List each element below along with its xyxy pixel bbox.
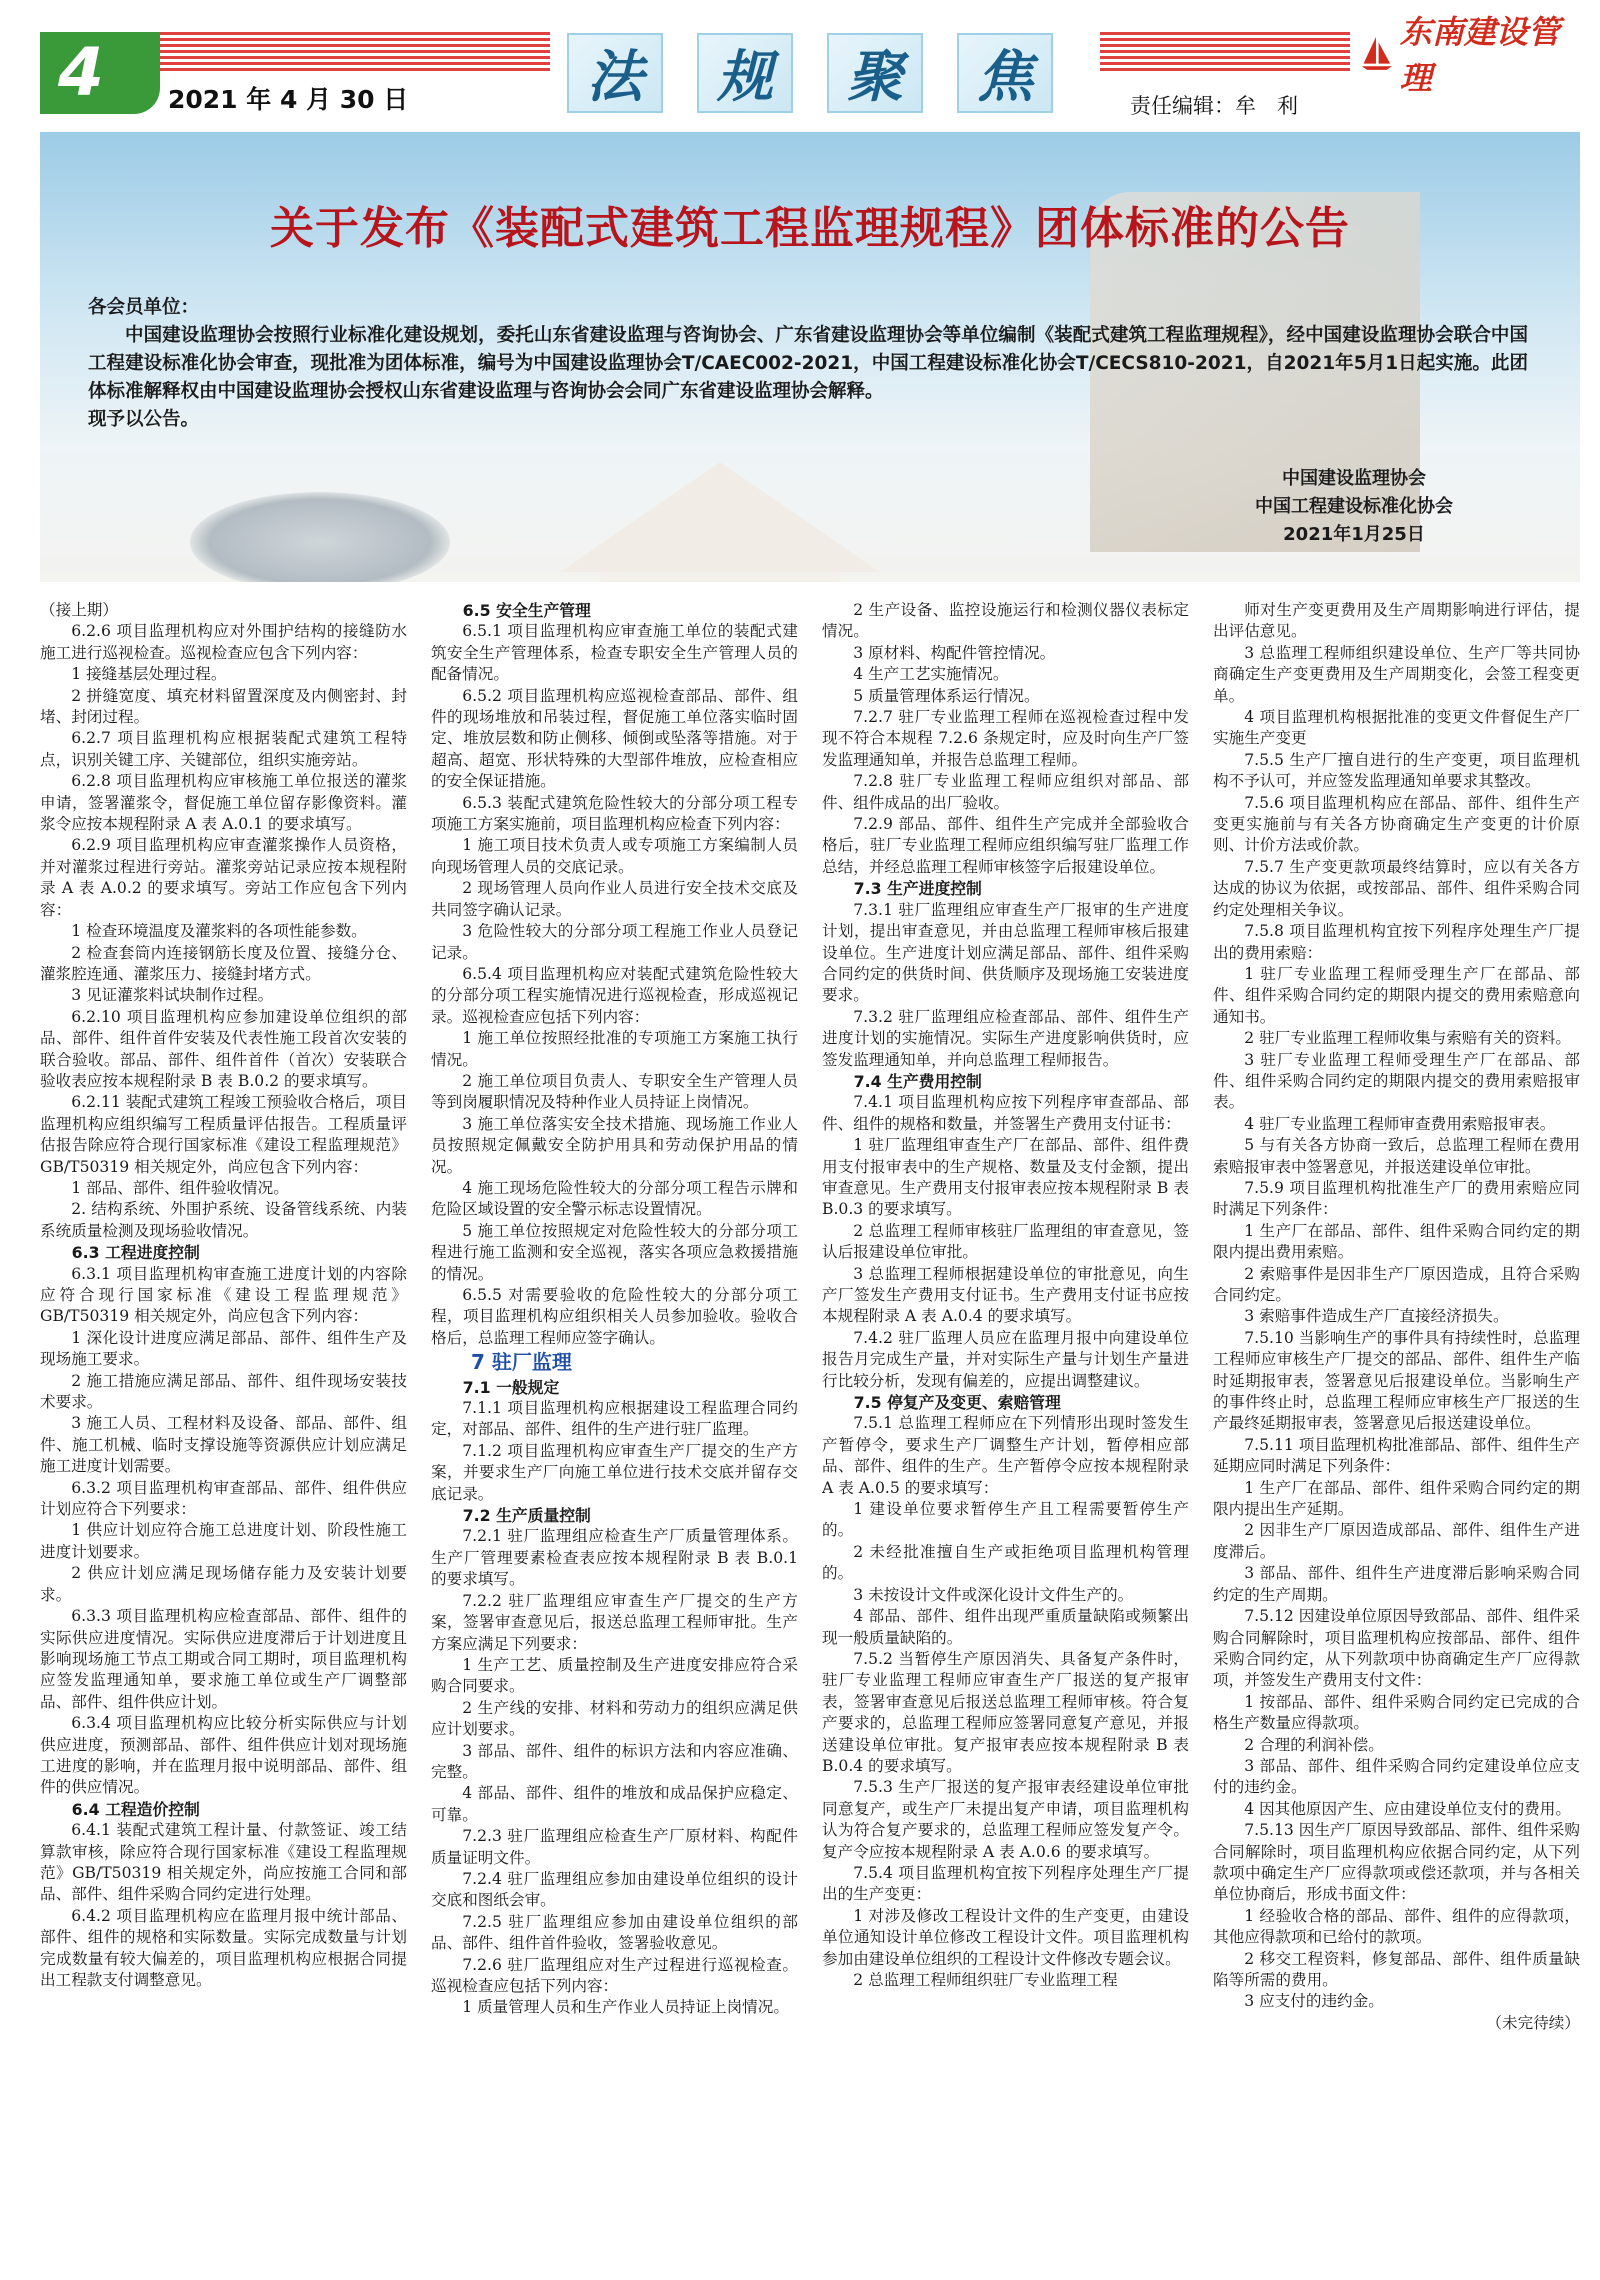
article-paragraph: 6.2.8 项目监理机构应审核施工单位报送的灌浆申请，签署灌浆令，督促施工单位留存影像资料。灌浆令应按本规程附录 A 表 A.0.1 的要求填写。 [40, 772, 407, 834]
article-paragraph: 2 未经批准擅自生产或拒绝项目监理机构管理的。 [822, 1542, 1189, 1583]
article-column [431, 600, 798, 2275]
article-paragraph: 3 部品、部件、组件的标识方法和内容应准确、完整。 [431, 1741, 798, 1781]
article-paragraph: 6.2.11 装配式建筑工程竣工预验收合格后，项目监理机构应组织编写工程质量评估报告。工程质量评估报告除应符合现行国家标准《建设工程监理规范》GB/T50319 相关规定外，尚应包含下列内容： [40, 1093, 407, 1176]
article-paragraph: 2 施工措施应满足部品、部件、组件现场安装技术要求。 [40, 1371, 407, 1412]
article-paragraph: 1 施工单位按照经批准的专项施工方案施工执行情况。 [431, 1029, 798, 1069]
article-paragraph: 3 见证灌浆料试块制作过程。 [71, 986, 274, 1005]
article-paragraph: 4 因其他原因产生、应由建设单位支付的费用。 [1244, 1799, 1571, 1818]
page-number: 4 [58, 34, 104, 111]
article-paragraph: 3 总监理工程师组织建设单位、生产厂等共同协商确定生产变更费用及生产周期变化，会签工程变更单。 [1213, 643, 1580, 705]
article-paragraph: 6.3.1 项目监理机构审查施工进度计划的内容除应符合现行国家标准《建设工程监理规范》GB/T50319 相关规定外，尚应包含下列内容： [40, 1264, 407, 1326]
article-paragraph: 7.5.11 项目监理机构批准部品、部件、组件生产延期应同时满足下列条件： [1213, 1435, 1580, 1476]
article-paragraph: 4 部品、部件、组件出现严重质量缺陷或频繁出现一般质量缺陷的。 [822, 1607, 1189, 1647]
newspaper-brand [1360, 13, 1570, 97]
article-paragraph: 6.5.5 对需要验收的危险性较大的分部分项工程，项目监理机构应组织相关人员参加验收。验收合格后，总监理工程师应签字确认。 [431, 1286, 798, 1347]
issue-date: 2021 年 4 月 30 日 [168, 85, 409, 114]
article-paragraph: 4 项目监理机构根据批准的变更文件督促生产厂实施生产变更 [1213, 708, 1580, 748]
article-paragraph: 6.3.4 项目监理机构应比较分析实际供应与计划供应进度，预测部品、部件、组件供应计划对现场施工进度的影响，并在监理月报中说明部品、部件、组件的供应情况。 [40, 1714, 407, 1797]
signatory: 中国建设监理协会 [1282, 468, 1426, 489]
article-paragraph: 7.2.5 驻厂监理组应参加由建设单位组织的部品、部件、组件首件验收，签署验收意见。 [431, 1912, 798, 1953]
article-paragraph: 2. 结构系统、外围护系统、设备管线系统、内装系统质量检测及现场验收情况。 [40, 1200, 407, 1240]
chapter-heading: 7 驻厂监理 [471, 1350, 572, 1375]
article-paragraph: 7.5.2 当暂停生产原因消失、具备复产条件时，驻厂专业监理工程师应审查生产厂报送的复产报审表，签署审查意见后报送总监理工程师审核。符合复产要求的，总监理工程师应签署同意复产意见，并报送建设单位审批。复产报审表应按本规程附录 B 表 B.0.4 的要求填写。 [822, 1649, 1189, 1775]
article-paragraph: 6.5.2 项目监理机构应巡视检查部品、部件、组件的现场堆放和吊装过程，督促施工单位落实临时固定、堆放层数和防止侧移、倾倒或坠落等措施。对于超高、超宽、形状特殊的大型部件堆放，应检查相应的安全保证措施。 [431, 686, 798, 791]
article-paragraph: 2 驻厂专业监理工程师收集与索赔有关的资料。 [1244, 1029, 1571, 1048]
section-heading: 7.4 生产费用控制 [853, 1071, 982, 1091]
article-paragraph: 7.5.3 生产厂报送的复产报审表经建设单位审批同意复产，或生产厂未提出复产申请，项目监理机构认为符合复产要求的，总监理工程师应签发复产令。复产令应按本规程附录 A 表 A.0.6 的要求填写。 [822, 1778, 1189, 1861]
article-paragraph: 7.3.2 驻厂监理组应检查部品、部件、组件生产进度计划的实施情况。实际生产进度影响供货时，应签发监理通知单，并向总监理工程师报告。 [822, 1007, 1189, 1069]
section-heading: 7.2 生产质量控制 [462, 1506, 591, 1526]
article-paragraph: 7.2.2 驻厂监理组应审查生产厂提交的生产方案，签署审查意见后，报送总监理工程师审批。生产方案应满足下列要求： [431, 1591, 798, 1653]
closing-line: 现予以公告。 [88, 409, 200, 430]
article-paragraph: 6.2.7 项目监理机构应根据装配式建筑工程特点，识别关键工序、关键部位，组织实施旁站。 [40, 729, 407, 769]
article-paragraph: 3 部品、部件、组件采购合同约定建设单位应支付的违约金。 [1213, 1756, 1580, 1797]
article-paragraph: 2 生产线的安排、材料和劳动力的组织应满足供应计划要求。 [431, 1698, 798, 1739]
article-paragraph: 7.5.1 总监理工程师应在下列情形出现时签发生产暂停令，要求生产厂调整生产计划，暂停相应部品、部件、组件的生产。生产暂停令应按本规程附录 A 表 A.0.5 的要求填写： [822, 1414, 1189, 1497]
article-paragraph: 1 接缝基层处理过程。 [71, 665, 227, 684]
article-paragraph: 4 驻厂专业监理工程师审查费用索赔报审表。 [1244, 1114, 1556, 1133]
article-paragraph: 7.5.4 项目监理机构宜按下列程序处理生产厂提出的生产变更： [822, 1863, 1189, 1904]
article-paragraph: 1 质量管理人员和生产作业人员持证上岗情况。 [462, 1998, 789, 2017]
signature-block [1255, 465, 1453, 549]
article-paragraph: 3 未按设计文件或深化设计文件生产的。 [853, 1585, 1134, 1604]
article-paragraph: 6.2.6 项目监理机构应对外围护结构的接缝防水施工进行巡视检查。巡视检查应包含下列内容： [40, 622, 407, 662]
article-paragraph: 7.2.1 驻厂监理组应检查生产厂质量管理体系。生产厂管理要素检查表应按本规程附录 B 表 B.0.1 的要求填写。 [431, 1527, 798, 1589]
article-paragraph: 1 建设单位要求暂停生产且工程需要暂停生产的。 [822, 1500, 1189, 1540]
house-model-base-image [600, 572, 840, 582]
article-paragraph: 7.1.1 项目监理机构应根据建设工程监理合同约定，对部品、部件、组件的生产进行驻厂监理。 [431, 1399, 798, 1439]
announcement-text: 中国建设监理协会按照行业标准化建设规划，委托山东省建设监理与咨询协会、广东省建设监理协会等单位编制《装配式建筑工程监理规程》，经中国建设监理协会联合中国工程建设标准化协会审查，现批准为团体标准，编号为中国建设监理协会T/CAEC002-2021，中国工程建设标准化协会T/CECS810-2021，自2021年5月1日起实施。此团体标准解释权由中国建设监理协会授权山东省建设监理与咨询协会会同广东省建设监理协会解释。 [88, 325, 1528, 402]
article-paragraph: 7.5.7 生产变更款项最终结算时，应以有关各方达成的协议为依据，或按部品、部件、组件采购合同约定处理相关争议。 [1213, 857, 1580, 919]
article-paragraph: 4 部品、部件、组件的堆放和成品保护应稳定、可靠。 [431, 1784, 798, 1824]
article-paragraph: 2 现场管理人员向作业人员进行安全技术交底及共同签字确认记录。 [431, 879, 798, 919]
section-heading: 6.4 工程造价控制 [71, 1799, 200, 1819]
article-paragraph: 1 经验收合格的部品、部件、组件的应得款项，其他应得款项和已给付的款项。 [1213, 1906, 1580, 1947]
article-paragraph: 1 检查环境温度及灌浆料的各项性能参数。 [71, 922, 367, 941]
article-paragraph: 6.2.10 项目监理机构应参加建设单位组织的部品、部件、组件首件安装及代表性施工段首次安装的联合验收。部品、部件、组件首件（首次）安装联合验收表应按本规程附录 B 表 B.0.2 的要求填写。 [40, 1007, 407, 1090]
article-paragraph: 2 检查套筒内连接钢筋长度及位置、接缝分仓、灌浆腔连通、灌浆压力、接缝封堵方式。 [40, 943, 407, 983]
article-paragraph: 2 索赔事件是因非生产厂原因造成，且符合采购合同约定。 [1213, 1264, 1580, 1304]
article-paragraph: 1 施工项目技术负责人或专项施工方案编制人员向现场管理人员的交底记录。 [431, 836, 798, 876]
article-paragraph: 5 与有关各方协商一致后，总监理工程师在费用索赔报审表中签署意见，并报送建设单位审批。 [1213, 1136, 1580, 1176]
article-paragraph: 2 总监理工程师组织驻厂专业监理工程 [853, 1971, 1118, 1989]
article-paragraph: 7.2.6 驻厂监理组应对生产过程进行巡视检查。巡视检查应包括下列内容： [431, 1955, 798, 1995]
article-paragraph: 1 部品、部件、组件验收情况。 [71, 1178, 289, 1197]
article-paragraph: 6.5.4 项目监理机构应对装配式建筑危险性较大的分部分项工程实施情况进行巡视检查，形成巡视记录。巡视检查应包括下列内容： [431, 964, 798, 1026]
page-header [0, 0, 1600, 125]
article-paragraph: 6.5.3 装配式建筑危险性较大的分部分项工程专项施工方案实施前，项目监理机构应检查下列内容： [431, 793, 798, 834]
column-title-char: 聚 [827, 33, 923, 113]
article-paragraph: 7.5.13 因生产厂原因导致部品、部件、组件采购合同解除时，项目监理机构应依据合同约定，从下列款项中确定生产厂应得款项或偿还款项，并与各相关单位协商后，形成书面文件： [1213, 1821, 1580, 1904]
house-model-image [560, 462, 880, 572]
salutation: 各会员单位： [88, 297, 200, 318]
article-paragraph: 1 深化设计进度应满足部品、部件、组件生产及现场施工要求。 [40, 1328, 407, 1369]
article-paragraph: 1 对涉及修改工程设计文件的生产变更，由建设单位通知设计单位修改工程设计文件。项目监理机构参加由建设单位组织的工程设计文件修改专题会议。 [822, 1906, 1189, 1968]
section-heading: 6.3 工程进度控制 [71, 1243, 200, 1263]
section-heading: 7.1 一般规定 [462, 1377, 560, 1397]
article-paragraph: 1 驻厂监理组审查生产厂在部品、部件、组件费用支付报审表中的生产规格、数量及支付金额，提出审查意见。生产费用支付报审表应按本规程附录 B 表 B.0.3 的要求填写。 [822, 1136, 1189, 1219]
article-columns [40, 600, 1580, 2275]
article-paragraph: 2 总监理工程师审核驻厂监理组的审查意见，签认后报建设单位审批。 [822, 1221, 1189, 1262]
article-paragraph: 1 供应计划应符合施工总进度计划、阶段性施工进度计划要求。 [40, 1521, 407, 1561]
column-title [550, 28, 1070, 118]
article-paragraph: 1 生产工艺、质量控制及生产进度安排应符合采购合同要求。 [431, 1655, 798, 1696]
article-paragraph: 6.5.1 项目监理机构应审查施工单位的装配式建筑安全生产管理体系，检查专职安全生产管理人员的配备情况。 [431, 622, 798, 684]
article-paragraph: 5 施工单位按照规定对危险性较大的分部分项工程进行施工监测和安全巡视，落实各项应急救援措施的情况。 [431, 1221, 798, 1283]
article-paragraph: 5 质量管理体系运行情况。 [853, 686, 1040, 705]
article-paragraph: 2 合理的利润补偿。 [1244, 1735, 1384, 1754]
brand-name: 东南建设管理 [1399, 13, 1560, 97]
article-paragraph: 7.5.8 项目监理机构宜按下列程序处理生产厂提出的费用索赔： [1213, 922, 1580, 962]
section-heading: 7.5 停复产及变更、索赔管理 [853, 1393, 1061, 1413]
article-paragraph: 6.2.9 项目监理机构应审查灌浆操作人员资格，并对灌浆过程进行旁站。灌浆旁站记录应按本规程附录 A 表 A.0.2 的要求填写。旁站工作应包含下列内容： [40, 836, 407, 919]
article-paragraph: 3 驻厂专业监理工程师受理生产厂在部品、部件、组件采购合同约定的期限内提交的费用索赔报审表。 [1213, 1050, 1580, 1112]
article-paragraph: 3 总监理工程师根据建设单位的审批意见，向生产厂签发生产费用支付证书。生产费用支付证书应按本规程附录 A 表 A.0.4 的要求填写。 [822, 1264, 1189, 1326]
article-paragraph: 6.4.2 项目监理机构应在监理月报中统计部品、部件、组件的规格和实际数量。实际完成数量与计划完成数量有较大偏差的，项目监理机构应根据合同提出工程款支付调整意见。 [40, 1906, 407, 1989]
announcement-body [88, 294, 1528, 434]
article-paragraph: 3 原材料、构配件管控情况。 [853, 643, 1056, 662]
article-paragraph: 2 拼缝宽度、填充材料留置深度及内侧密封、封堵、封闭过程。 [40, 686, 407, 727]
continued-note: （接上期） [40, 601, 118, 619]
article-paragraph: 2 施工单位项目负责人、专职安全生产管理人员等到岗履职情况及特种作业人员持证上岗情况。 [431, 1071, 798, 1112]
article-paragraph: 3 施工单位落实安全技术措施、现场施工作业人员按照规定佩戴安全防护用具和劳动保护用品的情况。 [431, 1114, 798, 1176]
article-paragraph: 1 按部品、部件、组件采购合同约定已完成的合格生产数量应得款项。 [1213, 1692, 1580, 1733]
article-paragraph: 3 索赔事件造成生产厂直接经济损失。 [1244, 1307, 1509, 1326]
section-heading: 6.5 安全生产管理 [462, 601, 591, 620]
article-paragraph: 7.2.8 驻厂专业监理工程师应组织对部品、部件、组件成品的出厂验收。 [822, 772, 1189, 812]
article-paragraph: 7.5.6 项目监理机构应在部品、部件、组件生产变更实施前与有关各方协商确定生产变更的计价原则、计价方法或价款。 [1213, 793, 1580, 855]
article-paragraph: 7.5.5 生产厂擅自进行的生产变更，项目监理机构不予认可，并应签发监理通知单要求其整改。 [1213, 750, 1580, 791]
column-title-char: 法 [567, 33, 663, 113]
article-paragraph: 7.5.10 当影响生产的事件具有持续性时，总监理工程师应审核生产厂提交的部品、部件、组件生产临时延期报审表，签署意见后报建设单位。当影响生产的事件终止时，总监理工程师应审核生产厂报送的生产最终延期报审表，签署意见后报送建设单位。 [1213, 1328, 1580, 1433]
article-paragraph: 2 移交工程资料，修复部品、部件、组件质量缺陷等所需的费用。 [1213, 1949, 1580, 1989]
header-stripe-left [160, 32, 550, 74]
signature-date: 2021年1月25日 [1283, 524, 1425, 545]
article-paragraph: 7.3.1 驻厂监理组应审查生产厂报审的生产进度计划，提出审查意见，并由总监理工程师审核后报建设单位。生产进度计划应满足部品、部件、组件采购合同约定的供货时间、供货顺序及现场施工安装进度要求。 [822, 900, 1189, 1005]
article-paragraph: 1 生产厂在部品、部件、组件采购合同约定的期限内提出生产延期。 [1213, 1478, 1580, 1519]
article-column [1213, 600, 1580, 2275]
keys-image [190, 492, 450, 582]
article-paragraph: 6.3.3 项目监理机构应检查部品、部件、组件的实际供应进度情况。实际供应进度滞后于计划进度且影响现场施工节点工期或合同工期时，项目监理机构应签发监理通知单，要求施工单位或生产厂调整部品、部件、组件供应计划。 [40, 1607, 407, 1711]
article-paragraph: 2 生产设备、监控设施运行和检测仪器仪表标定情况。 [822, 601, 1189, 641]
article-paragraph: 7.2.4 驻厂监理组应参加由建设单位组织的设计交底和图纸会审。 [431, 1869, 798, 1910]
article-paragraph: 3 部品、部件、组件生产进度滞后影响采购合同约定的生产周期。 [1213, 1564, 1580, 1604]
column-title-char: 规 [697, 33, 793, 113]
article-paragraph: 7.1.2 项目监理机构应审查生产厂提交的生产方案，并要求生产厂向施工单位进行技术交底并留存交底记录。 [431, 1441, 798, 1503]
article-paragraph: 7.2.7 驻厂专业监理工程师在巡视检查过程中发现不符合本规程 7.2.6 条规定时，应及时向生产厂签发监理通知单，并报告总监理工程师。 [822, 708, 1189, 769]
article-paragraph: 4 施工现场危险性较大的分部分项工程告示牌和危险区域设置的安全警示标志设置情况。 [431, 1178, 798, 1219]
article-paragraph: 4 生产工艺实施情况。 [853, 665, 1009, 684]
article-paragraph: 1 驻厂专业监理工程师受理生产厂在部品、部件、组件采购合同约定的期限内提交的费用索赔意向通知书。 [1213, 964, 1580, 1026]
article-paragraph: 3 施工人员、工程材料及设备、部品、部件、组件、施工机械、临时支撑设施等资源供应计划应满足施工进度计划需要。 [40, 1414, 407, 1476]
article-paragraph: 师对生产变更费用及生产周期影响进行评估，提出评估意见。 [1213, 601, 1580, 641]
article-paragraph: 2 供应计划应满足现场储存能力及安装计划要求。 [40, 1564, 407, 1604]
section-heading: 7.3 生产进度控制 [853, 879, 982, 899]
page-number-badge [40, 32, 160, 114]
article-paragraph: 7.4.1 项目监理机构应按下列程序审查部品、部件、组件的规格和数量，并签署生产费用支付证书： [822, 1093, 1189, 1133]
announcement-title: 关于发布《装配式建筑工程监理规程》团体标准的公告 [270, 203, 1350, 254]
article-paragraph: 1 生产厂在部品、部件、组件采购合同约定的期限内提出费用索赔。 [1213, 1221, 1580, 1262]
to-be-continued-note: （未完待续） [1486, 2013, 1580, 2032]
sail-logo-icon [1360, 33, 1394, 73]
article-column [822, 600, 1189, 2275]
article-paragraph: 3 应支付的违约金。 [1244, 1992, 1384, 2011]
signatory: 中国工程建设标准化协会 [1255, 496, 1453, 517]
article-paragraph: 7.2.3 驻厂监理组应检查生产厂原材料、构配件质量证明文件。 [431, 1827, 798, 1867]
article-paragraph: 6.4.1 装配式建筑工程计量、付款签证、竣工结算款审核，除应符合现行国家标准《建设工程监理规范》GB/T50319 相关规定外，尚应按施工合同和部品、部件、组件采购合同约定进行处理。 [40, 1821, 407, 1904]
article-paragraph: 6.3.2 项目监理机构审查部品、部件、组件供应计划应符合下列要求： [40, 1478, 407, 1519]
column-title-char: 焦 [957, 33, 1053, 113]
header-stripe-right [1100, 32, 1350, 74]
article-column [40, 600, 407, 2275]
article-paragraph: 3 危险性较大的分部分项工程施工作业人员登记记录。 [431, 922, 798, 962]
article-paragraph: 7.5.9 项目监理机构批准生产厂的费用索赔应同时满足下列条件： [1213, 1178, 1580, 1219]
responsible-editor: 责任编辑：牟 利 [1130, 94, 1298, 118]
article-paragraph: 7.4.2 驻厂监理人员应在监理月报中向建设单位报告月完成生产量，并对实际生产量与计划生产量进行比较分析，发现有偏差的，应提出调整建议。 [822, 1328, 1189, 1390]
article-paragraph: 2 因非生产厂原因造成部品、部件、组件生产进度滞后。 [1213, 1521, 1580, 1561]
article-paragraph: 7.2.9 部品、部件、组件生产完成并全部验收合格后，驻厂专业监理工程师应组织编写驻厂监理工作总结，并经总监理工程师审核签字后报建设单位。 [822, 815, 1189, 876]
article-paragraph: 7.5.12 因建设单位原因导致部品、部件、组件采购合同解除时，项目监理机构应按部品、部件、组件采购合同约定，从下列款项中协商确定生产厂应得款项，并签发生产费用支付文件： [1213, 1607, 1580, 1690]
